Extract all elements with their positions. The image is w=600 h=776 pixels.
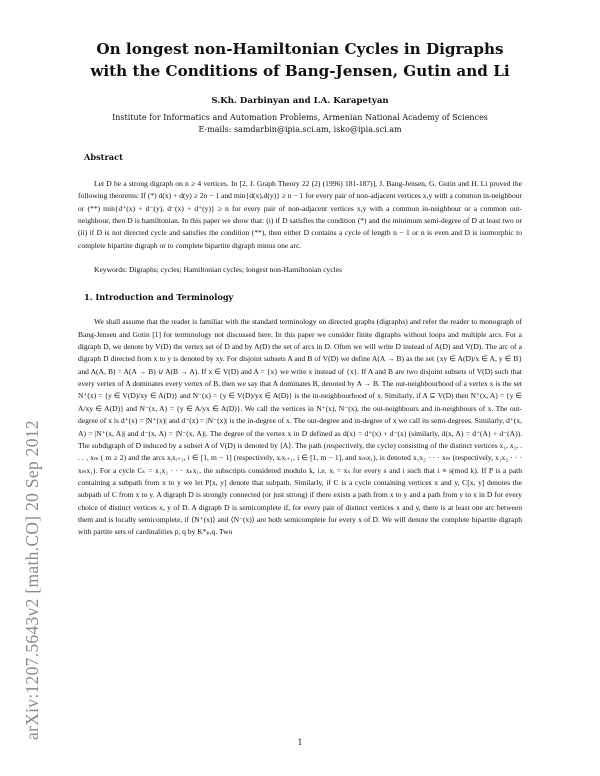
abstract-text: Let D be a strong digraph on n ≥ 4 vertices. In [2, J. Graph Theory 22 (2) (1996) 181-187)], J. Bang-Jensen, G. Gutin and H. Li proved the following theorems: If (*) d(x) + d(y) ≥ 2n − 1 and min{d(x),d(y)} ≥ n − 1 for every pair of non-adjacent vertices x,y with a common in-neighbour or (**) min{d⁺(x) + d⁻(y), d⁻(x) + d⁺(y)} ≥ n for every pair of non-adjacent vertices x,y with a common in-neighbour or a common out-neighbour, then D is hamiltonian. In this paper we show that: (i) if D satisfies the condition (*) and the minimum semi-degree of D at least two or (ii) if D is not directed cycle and satisfies the condition (**), then either D contains a cycle of length n − 1 or n is even and D is isomorphic to complete bipartite digraph or to complete bipartite digraph minus one arc. bbox=[78, 179, 522, 250]
paper-page bbox=[78, 38, 522, 539]
page-number: 1 bbox=[297, 738, 303, 747]
abstract-heading: Abstract bbox=[84, 152, 123, 162]
emails: E-mails: samdarbin@ipia.sci.am, isko@ipia.sci.am bbox=[198, 125, 402, 134]
intro-text: We shall assume that the reader is familiar with the standard terminology on directed graphs (digraphs) and refer the reader to monograph of Bang-Jensen and Gutin [1] for terminology not discussed here. In this paper we consider finite digraphs without loops and multiple arcs. For a digraph D, we denote by V(D) the vertex set of D and by A(D) the set of arcs in D. Often we will write D instead of A(D) and V(D). The arc of a digraph D directed from x to y is denoted by xy. For disjoint subsets A and B of V(D) we define A(A → B) as the set {xy ∈ A(D)/x ∈ A, y ∈ B} and A(A, B) = A(A → B) ∪ A(B → A). If x ∈ V(D) and A = {x} we write x instead of {x}. If A and B are two disjoint subsets of V(D) such that every vertex of A dominates every vertex of B, then we say that A dominates B, denoted by A → B. The out-neighbourhood of a vertex x is the set N⁺(x) = {y ∈ V(D)/xy ∈ A(D)} and N⁻(x) = {y ∈ V(D)/yx ∈ A(D)} is the in-neighbourhood of x. Similarly, if A ⊆ V(D) then N⁺(x, A) = {y ∈ A/xy ∈ A(D)} and N⁻(x, A) = {y ∈ A/yx ∈ A(D)}. We call the vertices in N⁺(x), N⁻(x), the out-neighbours and in-neighbours of x. The out-degree of x is d⁺(x) = |N⁺(x)| and d⁻(x) = |N⁻(x)| is the in-degree of x. The out-degree and in-degree of x we call its semi-degrees. Similarly, d⁺(x, A) = |N⁺(x, A)| and d⁻(x, A) = |N⁻(x, A)|. The degree of the vertex x in D defined as d(x) = d⁺(x) + d⁻(x) (similarly, d(x, A) = d⁺(A) + d⁻(A)). The subdigraph of D induced by a subset A of V(D) is denoted by ⟨A⟩. The path (respectively, the cycle) consisting of the distinct vertices x₁, x₂, . . . , xₘ ( m ≥ 2) and the arcs xᵢxᵢ₊₁, i ∈ [1, m − 1] (respectively, xᵢxᵢ₊₁, i ∈ [1, m − 1], and xₘx₁), is denoted x₁x₂ · · · xₘ (respectively, x₁x₂ · · · xₘx₁). For a cycle Cₖ = x₁x₂ · · · xₖx₁, the subscripts considered modulo k, i.e. xᵢ = xₛ for every s and i such that i ≡ s(mod k). If P is a path containing a subpath from x to y we let P[x, y] denote that subpath. Similarly, if C is a cycle containing vertices x and y, C[x, y] denotes the subpath of C from x to y. A digraph D is strongly connected (or just strong) if there exists a path from x to y and a path from y to x in D for every choice of distinct vertices x, y of D. A digraph D is semicomplete if, for every pair of distinct vertices x and y, there is at least one arc between them and is locally semicomplete, if ⟨N⁺(x)⟩ and ⟨N⁻(x)⟩ are both semicomplete for every x of D. We will denote the complete bipartite digraph with partite sets of cardinalities p, q by K*ₚ,q. Two bbox=[78, 317, 522, 537]
affiliation: Institute for Informatics and Automation Problems, Armenian National Academy of Sciences bbox=[112, 113, 488, 122]
authors: S.Kh. Darbinyan and I.A. Karapetyan bbox=[211, 96, 389, 106]
arxiv-identifier: arXiv:1207.5643v2 [math.CO] 20 Sep 2012 bbox=[22, 420, 42, 740]
title-line-1: On longest non-Hamiltonian Cycles in Digraphs bbox=[96, 40, 504, 58]
keywords: Keywords: Digraphs; cycles; Hamiltonian cycles; longest non-Hamiltonian cycles bbox=[94, 265, 342, 275]
title-line-2: with the Conditions of Bang-Jensen, Gutin and Li bbox=[90, 62, 510, 80]
paper-title bbox=[78, 38, 522, 82]
affiliation-block bbox=[78, 112, 522, 136]
section-heading: 1. Introduction and Terminology bbox=[84, 292, 234, 303]
